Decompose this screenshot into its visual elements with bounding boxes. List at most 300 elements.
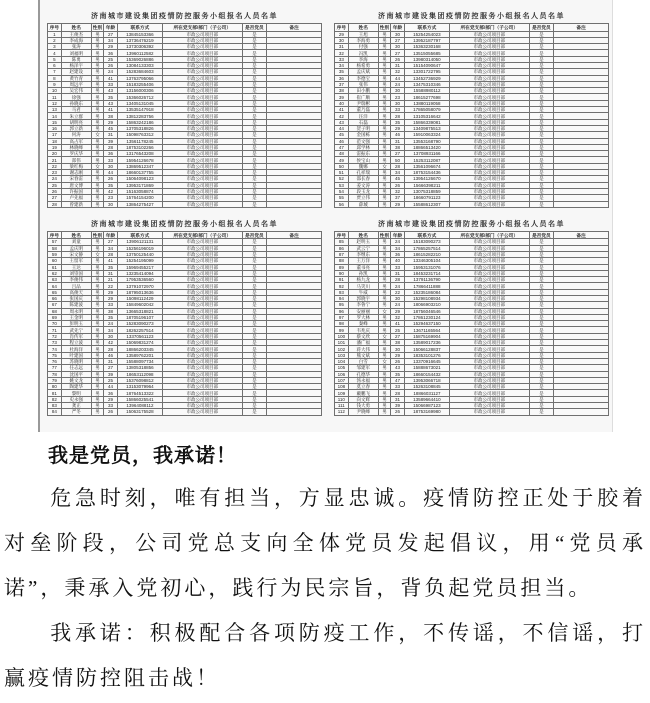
roster-cell: 15098763312 (117, 132, 162, 138)
roster-cell: 男 (91, 144, 103, 150)
roster-cell: 市政公司项目部 (163, 195, 242, 201)
roster-cell: 是 (529, 251, 554, 257)
roster-cell: 李成海 (61, 37, 91, 43)
roster-cell: 田小鹏 (348, 88, 378, 94)
roster-cell: 83 (48, 403, 62, 409)
roster-cell: 罗庆华 (61, 151, 91, 157)
roster-cell: 是 (242, 44, 267, 50)
roster-cell: 是 (529, 62, 554, 68)
roster-cell: 男 (378, 182, 390, 188)
roster-cell: 孟庆斌 (348, 69, 378, 75)
roster-cell: 17866411888 (404, 283, 449, 289)
roster-cell: 市政公司项目部 (450, 295, 529, 301)
roster-cell: 78 (48, 371, 62, 377)
roster-cell: 23 (48, 170, 62, 176)
roster-cell: 15154090647 (404, 62, 449, 68)
roster-cell: 男 (378, 409, 390, 415)
roster-cell: 宋春雷 (61, 176, 91, 182)
roster-header-row (335, 24, 609, 32)
roster-cell: 97 (335, 314, 349, 320)
roster-cell: 46 (335, 138, 349, 144)
roster-cell: 何涛 (61, 132, 91, 138)
roster-cell: 市政公司项目部 (163, 314, 242, 320)
roster-cell: 34 (391, 245, 405, 251)
roster-cell: 34 (104, 245, 118, 251)
roster-cell: 49 (335, 157, 349, 163)
roster-cell: 姚文龙 (61, 377, 91, 383)
roster-cell: 男 (378, 340, 390, 346)
roster-cell: 34 (335, 62, 349, 68)
roster-cell: 市政公司项目部 (450, 321, 529, 327)
roster-cell: 23 (104, 195, 118, 201)
roster-cell: 男 (91, 314, 103, 320)
roster-cell: 邹建军 (348, 365, 378, 371)
roster-cell: 杨希勇 (348, 62, 378, 68)
roster-cell: 13763795066 (117, 75, 162, 81)
roster-cell: 市政公司项目部 (450, 100, 529, 106)
roster-cell: 市政公司项目部 (450, 144, 529, 150)
roster-cell: 男 (378, 371, 390, 377)
roster-cell: 24 (104, 69, 118, 75)
roster-cell: 7 (48, 69, 62, 75)
roster-cell: 19 (48, 144, 62, 150)
roster-cell: 30 (335, 37, 349, 43)
roster-cell: 市政公司项目部 (450, 340, 529, 346)
roster-column-header: 姓名 (61, 231, 91, 239)
roster-cell: 102 (335, 346, 349, 352)
roster-cell: 18756046546 (404, 308, 449, 314)
roster-cell: 市政公司项目部 (450, 151, 529, 157)
roster-cell: 37 (391, 195, 405, 201)
roster-cell: 17 (48, 132, 62, 138)
roster-cell: 43 (335, 119, 349, 125)
roster-cell: 26 (391, 182, 405, 188)
roster-cell: 市政公司项目部 (450, 258, 529, 264)
roster-cell: 黎明 (61, 390, 91, 396)
roster-cell: 市政公司项目部 (450, 107, 529, 113)
roster-cell: 市政公司项目部 (450, 251, 529, 257)
roster-cell: 26 (104, 409, 118, 415)
roster-cell: 13589664410 (404, 396, 449, 402)
roster-cell: 市政公司项目部 (450, 377, 529, 383)
roster-cell: 28 (104, 251, 118, 257)
roster-cell: 29 (391, 201, 405, 207)
roster-cell: 市政公司项目部 (163, 170, 242, 176)
roster-cell: 17861230124 (404, 314, 449, 320)
roster-cell: 男 (91, 371, 103, 377)
roster-cell: 梁红梅 (61, 163, 91, 169)
roster-cell: 市政公司项目部 (163, 56, 242, 62)
roster-cell: 72 (48, 333, 62, 339)
roster-cell: 45 (335, 132, 349, 138)
roster-cell: 周永明 (61, 308, 91, 314)
roster-cell: 39 (104, 371, 118, 377)
roster-cell: 18066903210 (404, 302, 449, 308)
roster-cell: 男 (378, 346, 390, 352)
roster-cell: 市政公司项目部 (450, 245, 529, 251)
roster-cell: 石磊 (348, 119, 378, 125)
roster-cell: 市政公司项目部 (163, 94, 242, 100)
roster-cell: 12 (48, 100, 62, 106)
roster-cell: 27 (391, 37, 405, 43)
roster-cell: 市政公司项目部 (450, 31, 529, 37)
roster-tables-grid (40, 0, 612, 416)
roster-cell: 吴宏伟 (61, 88, 91, 94)
roster-cell: 是 (529, 239, 554, 245)
roster-cell: 男 (91, 75, 103, 81)
roster-cell: 88 (335, 258, 349, 264)
roster-cell: 87 (335, 251, 349, 257)
roster-cell: 市政公司项目部 (163, 151, 242, 157)
roster-table-block (47, 208, 322, 416)
roster-cell: 刘童 (61, 239, 91, 245)
roster-cell: 31 (391, 62, 405, 68)
roster-cell: 男 (378, 365, 390, 371)
roster-cell: 77 (48, 365, 62, 371)
roster-cell: 22 (104, 283, 118, 289)
roster-cell: 市政公司项目部 (450, 69, 529, 75)
roster-cell: 15263108845 (404, 384, 449, 390)
roster-cell: 24 (391, 239, 405, 245)
roster-cell: 市政公司项目部 (163, 365, 242, 371)
roster-cell: 15588980112 (404, 88, 449, 94)
roster-cell: 女 (91, 132, 103, 138)
roster-cell: 市政公司项目部 (163, 295, 242, 301)
roster-cell: 严冬 (61, 409, 91, 415)
roster-cell: 24 (391, 81, 405, 87)
roster-cell: 市政公司项目部 (450, 113, 529, 119)
roster-cell: 男 (378, 390, 390, 396)
roster-cell: 男 (378, 113, 390, 119)
roster-cell: 市政公司项目部 (450, 327, 529, 333)
roster-cell: 27 (48, 195, 62, 201)
roster-column-header: 性别 (92, 232, 103, 238)
roster-cell: 市政公司项目部 (450, 333, 529, 339)
roster-cell: 80 (48, 384, 62, 390)
roster-cell: 是 (242, 302, 267, 308)
roster-cell: 94 (335, 295, 349, 301)
roster-cell: 15253112087 (404, 157, 449, 163)
roster-cell: 35 (104, 182, 118, 188)
roster-cell: 22 (48, 163, 62, 169)
roster-cell: 28 (104, 144, 118, 150)
roster-cell: 41 (104, 107, 118, 113)
roster-cell: 43 (104, 100, 118, 106)
roster-cell: 是 (529, 69, 554, 75)
roster-cell: 男 (378, 88, 390, 94)
roster-cell: 市政公司项目部 (163, 390, 242, 396)
roster-cell: 男 (378, 119, 390, 125)
roster-cell: 男 (91, 270, 103, 276)
roster-cell: 15064098123 (117, 176, 162, 182)
roster-cell: 男 (91, 384, 103, 390)
roster-column-header: 姓名 (348, 24, 378, 32)
roster-cell: 2 (48, 37, 62, 43)
roster-cell: 市政公司项目部 (163, 289, 242, 295)
roster-cell: 13805318856 (117, 365, 162, 371)
roster-cell: 15849602042 (117, 302, 162, 308)
roster-cell: 李海 (348, 56, 378, 62)
roster-cell: 陶建华 (61, 384, 91, 390)
roster-cell: 44 (391, 75, 405, 81)
roster-cell: 是 (242, 403, 267, 409)
roster-cell (267, 409, 322, 415)
roster-cell: 24 (48, 176, 62, 182)
roster-cell: 男 (91, 125, 103, 131)
roster-cell: 市政公司项目部 (450, 170, 529, 176)
roster-cell: 王达 (61, 264, 91, 270)
roster-cell: 93 (335, 289, 349, 295)
roster-cell: 市政公司项目部 (163, 358, 242, 364)
roster-cell: 13475310346 (404, 81, 449, 87)
roster-cell: 33 (391, 264, 405, 270)
roster-cell: 孙晓东 (61, 100, 91, 106)
roster-cell: 男 (378, 352, 390, 358)
roster-cell: 8 (48, 75, 62, 81)
roster-cell: 31 (391, 396, 405, 402)
roster-cell: 市政公司项目部 (450, 403, 529, 409)
roster-cell: 是 (242, 251, 267, 257)
roster-cell: 75 (48, 352, 62, 358)
roster-cell: 108 (335, 384, 349, 390)
roster-cell: 107 (335, 377, 349, 383)
roster-cell: 苏晓明 (61, 358, 91, 364)
roster-cell: 21 (104, 277, 118, 283)
roster-cell: 21 (48, 157, 62, 163)
roster-cell: 男 (91, 157, 103, 163)
roster-cell: 邱学林 (348, 144, 378, 150)
roster-cell: 市政公司项目部 (163, 62, 242, 68)
roster-cell: 魏娜 (348, 163, 378, 169)
roster-cell: 13791136790 (404, 277, 449, 283)
roster-cell: 女 (91, 251, 103, 257)
roster-cell: 是 (242, 264, 267, 270)
roster-cell: 是 (529, 195, 554, 201)
roster-cell: 市政公司项目部 (163, 270, 242, 276)
roster-cell: 30 (391, 88, 405, 94)
roster-cell: 101 (335, 340, 349, 346)
roster-cell: 61 (48, 264, 62, 270)
roster-cell: 33 (104, 302, 118, 308)
roster-cell: 是 (529, 125, 554, 131)
roster-cell: 男 (91, 119, 103, 125)
roster-cell: 13515055685 (404, 50, 449, 56)
roster-table (47, 23, 322, 208)
roster-cell: 86 (335, 245, 349, 251)
roster-cell: 任志远 (61, 365, 91, 371)
roster-cell: 是 (242, 384, 267, 390)
roster-cell: 男 (91, 365, 103, 371)
roster-cell: 女 (378, 308, 390, 314)
roster-cell: 是 (242, 88, 267, 94)
roster-cell: 男 (91, 358, 103, 364)
roster-cell: 15969455217 (117, 264, 162, 270)
roster-cell: 莫立春 (348, 384, 378, 390)
roster-cell: 市政公司项目部 (450, 289, 529, 295)
roster-cell: 男 (91, 377, 103, 383)
roster-cell: 30 (391, 100, 405, 106)
roster-cell: 10 (48, 88, 62, 94)
roster-cell: 林晓峰 (61, 144, 91, 150)
roster-cell: 是 (529, 277, 554, 283)
roster-table-block (47, 0, 322, 208)
roster-cell: 李海勇 (348, 37, 378, 43)
roster-column-header: 性别 (379, 232, 390, 238)
roster-cell: 36 (104, 50, 118, 56)
roster-cell: 是 (529, 132, 554, 138)
roster-cell: 79 (48, 377, 62, 383)
roster-cell: 市政公司项目部 (163, 409, 242, 415)
roster-cell: 17865257514 (404, 245, 449, 251)
roster-cell: 15 (48, 119, 62, 125)
roster-cell: 白雪 (348, 358, 378, 364)
roster-cell: 15369026886 (117, 56, 162, 62)
roster-cell: 市政公司项目部 (450, 270, 529, 276)
roster-cell: 4 (48, 50, 62, 56)
roster-cell: 市政公司项目部 (163, 258, 242, 264)
roster-cell: 男 (378, 258, 390, 264)
roster-cell: 陈建波 (61, 302, 91, 308)
roster-cell: 男 (91, 69, 103, 75)
scanned-roster-image (38, 0, 613, 432)
roster-cell: 是 (529, 264, 554, 270)
roster-cell: 是 (529, 88, 554, 94)
roster-column-header: 年龄 (391, 24, 405, 32)
roster-cell: 市政公司项目部 (163, 352, 242, 358)
roster-cell: 是 (242, 94, 267, 100)
roster-cell: 市政公司项目部 (450, 119, 529, 125)
roster-cell: 郭晓宇 (348, 295, 378, 301)
roster-column-header: 性别 (379, 24, 390, 30)
roster-cell: 是 (529, 37, 554, 43)
roster-cell: 50 (391, 157, 405, 163)
roster-cell: 市政公司项目部 (450, 346, 529, 352)
roster-cell: 32 (335, 50, 349, 56)
roster-cell: 35 (104, 314, 118, 320)
roster-cell: 男 (378, 50, 390, 56)
roster-cell: 6 (48, 62, 62, 68)
roster-cell: 63 (48, 277, 62, 283)
roster-cell: 15888673021 (404, 365, 449, 371)
roster-cell: 是 (529, 170, 554, 176)
roster-cell: 31 (391, 270, 405, 276)
roster-cell: 市政公司项目部 (450, 50, 529, 56)
roster-cell: 是 (242, 333, 267, 339)
roster-cell: 市政公司项目部 (163, 277, 242, 283)
roster-cell: 13812283756 (117, 113, 162, 119)
roster-cell: 33 (391, 107, 405, 113)
roster-cell: 是 (242, 56, 267, 62)
roster-cell: 市政公司项目部 (163, 37, 242, 43)
roster-cell: 是 (529, 81, 554, 87)
roster-cell: 18660137755 (117, 170, 162, 176)
roster-cell: 男 (378, 270, 390, 276)
roster-cell: 陈勇 (61, 56, 91, 62)
roster-cell: 市政公司项目部 (163, 333, 242, 339)
roster-cell: 王旭 (348, 31, 378, 37)
roster-cell: 18795013636 (117, 289, 162, 295)
roster-cell: 是 (242, 107, 267, 113)
roster-cell: 是 (529, 182, 554, 188)
roster-cell: 15363230168 (404, 44, 449, 50)
roster-cell: 市政公司项目部 (163, 50, 242, 56)
roster-cell: 周远平 (61, 81, 91, 87)
roster-cell: 13960112582 (117, 50, 162, 56)
roster-cell: 赵明玉 (348, 239, 378, 245)
roster-cell: 15098112429 (117, 295, 162, 301)
roster-cell: 18866031127 (404, 390, 449, 396)
roster-cell: 史永强 (61, 396, 91, 402)
roster-cell: 牛威 (348, 289, 378, 295)
roster-cell: 男 (91, 88, 103, 94)
roster-cell: 汪洋 (348, 113, 378, 119)
roster-column-header: 姓名 (61, 24, 91, 32)
roster-cell: 是 (242, 69, 267, 75)
roster-cell: 103 (335, 352, 349, 358)
roster-cell: 29 (104, 119, 118, 125)
roster-cell: 是 (529, 151, 554, 157)
roster-cell: 26 (104, 176, 118, 182)
roster-column-header: 联系方式 (404, 231, 449, 239)
roster-cell: 3 (48, 44, 62, 50)
roster-table-title: 济南城市建设集团疫情防控服务小组报名人员名单 (91, 220, 278, 228)
roster-cell: 18753102266 (117, 144, 162, 150)
roster-cell: 男 (378, 69, 390, 75)
roster-cell: 是 (242, 50, 267, 56)
roster-cell: 汤永福 (348, 377, 378, 383)
roster-cell: 26 (391, 409, 405, 415)
roster-cell: 武先宁 (61, 327, 91, 333)
roster-cell: 52 (335, 176, 349, 182)
roster-cell: 郑伟 (61, 157, 91, 163)
roster-cell: 35 (335, 69, 349, 75)
roster-cell: 市政公司项目部 (163, 125, 242, 131)
roster-cell: 36 (335, 75, 349, 81)
roster-cell: 男 (378, 314, 390, 320)
roster-cell: 26 (391, 358, 405, 364)
roster-cell: 28 (391, 113, 405, 119)
roster-cell: 是 (242, 245, 267, 251)
roster-row (48, 201, 322, 207)
roster-cell: 男 (378, 132, 390, 138)
roster-cell: 18705196107 (117, 314, 162, 320)
roster-cell (267, 201, 322, 207)
roster-cell: 是 (529, 245, 554, 251)
roster-cell: 市政公司项目部 (450, 37, 529, 43)
roster-table (334, 231, 609, 416)
roster-cell: 董乃磊 (348, 107, 378, 113)
roster-cell: 是 (242, 308, 267, 314)
roster-cell: 杨九龙 (348, 277, 378, 283)
roster-cell: 是 (242, 113, 267, 119)
roster-cell: 99 (335, 327, 349, 333)
roster-cell: 18660154432 (404, 371, 449, 377)
roster-cell: 市政公司项目部 (163, 75, 242, 81)
roster-cell: 29 (104, 44, 118, 50)
roster-cell: 唐文博 (61, 182, 91, 188)
roster-cell: 42 (335, 113, 349, 119)
roster-cell: 31 (104, 358, 118, 364)
roster-cell: 45 (391, 176, 405, 182)
roster-column-header: 是否党员 (529, 24, 554, 32)
roster-cell: 18615282210 (404, 251, 449, 257)
roster-cell: 13075318859 (404, 188, 449, 194)
roster-cell: 市政公司项目部 (163, 132, 242, 138)
roster-cell: 41 (104, 75, 118, 81)
roster-cell: 市政公司项目部 (163, 346, 242, 352)
roster-cell: 沈国平 (61, 371, 91, 377)
roster-cell: 许振国 (61, 188, 91, 194)
